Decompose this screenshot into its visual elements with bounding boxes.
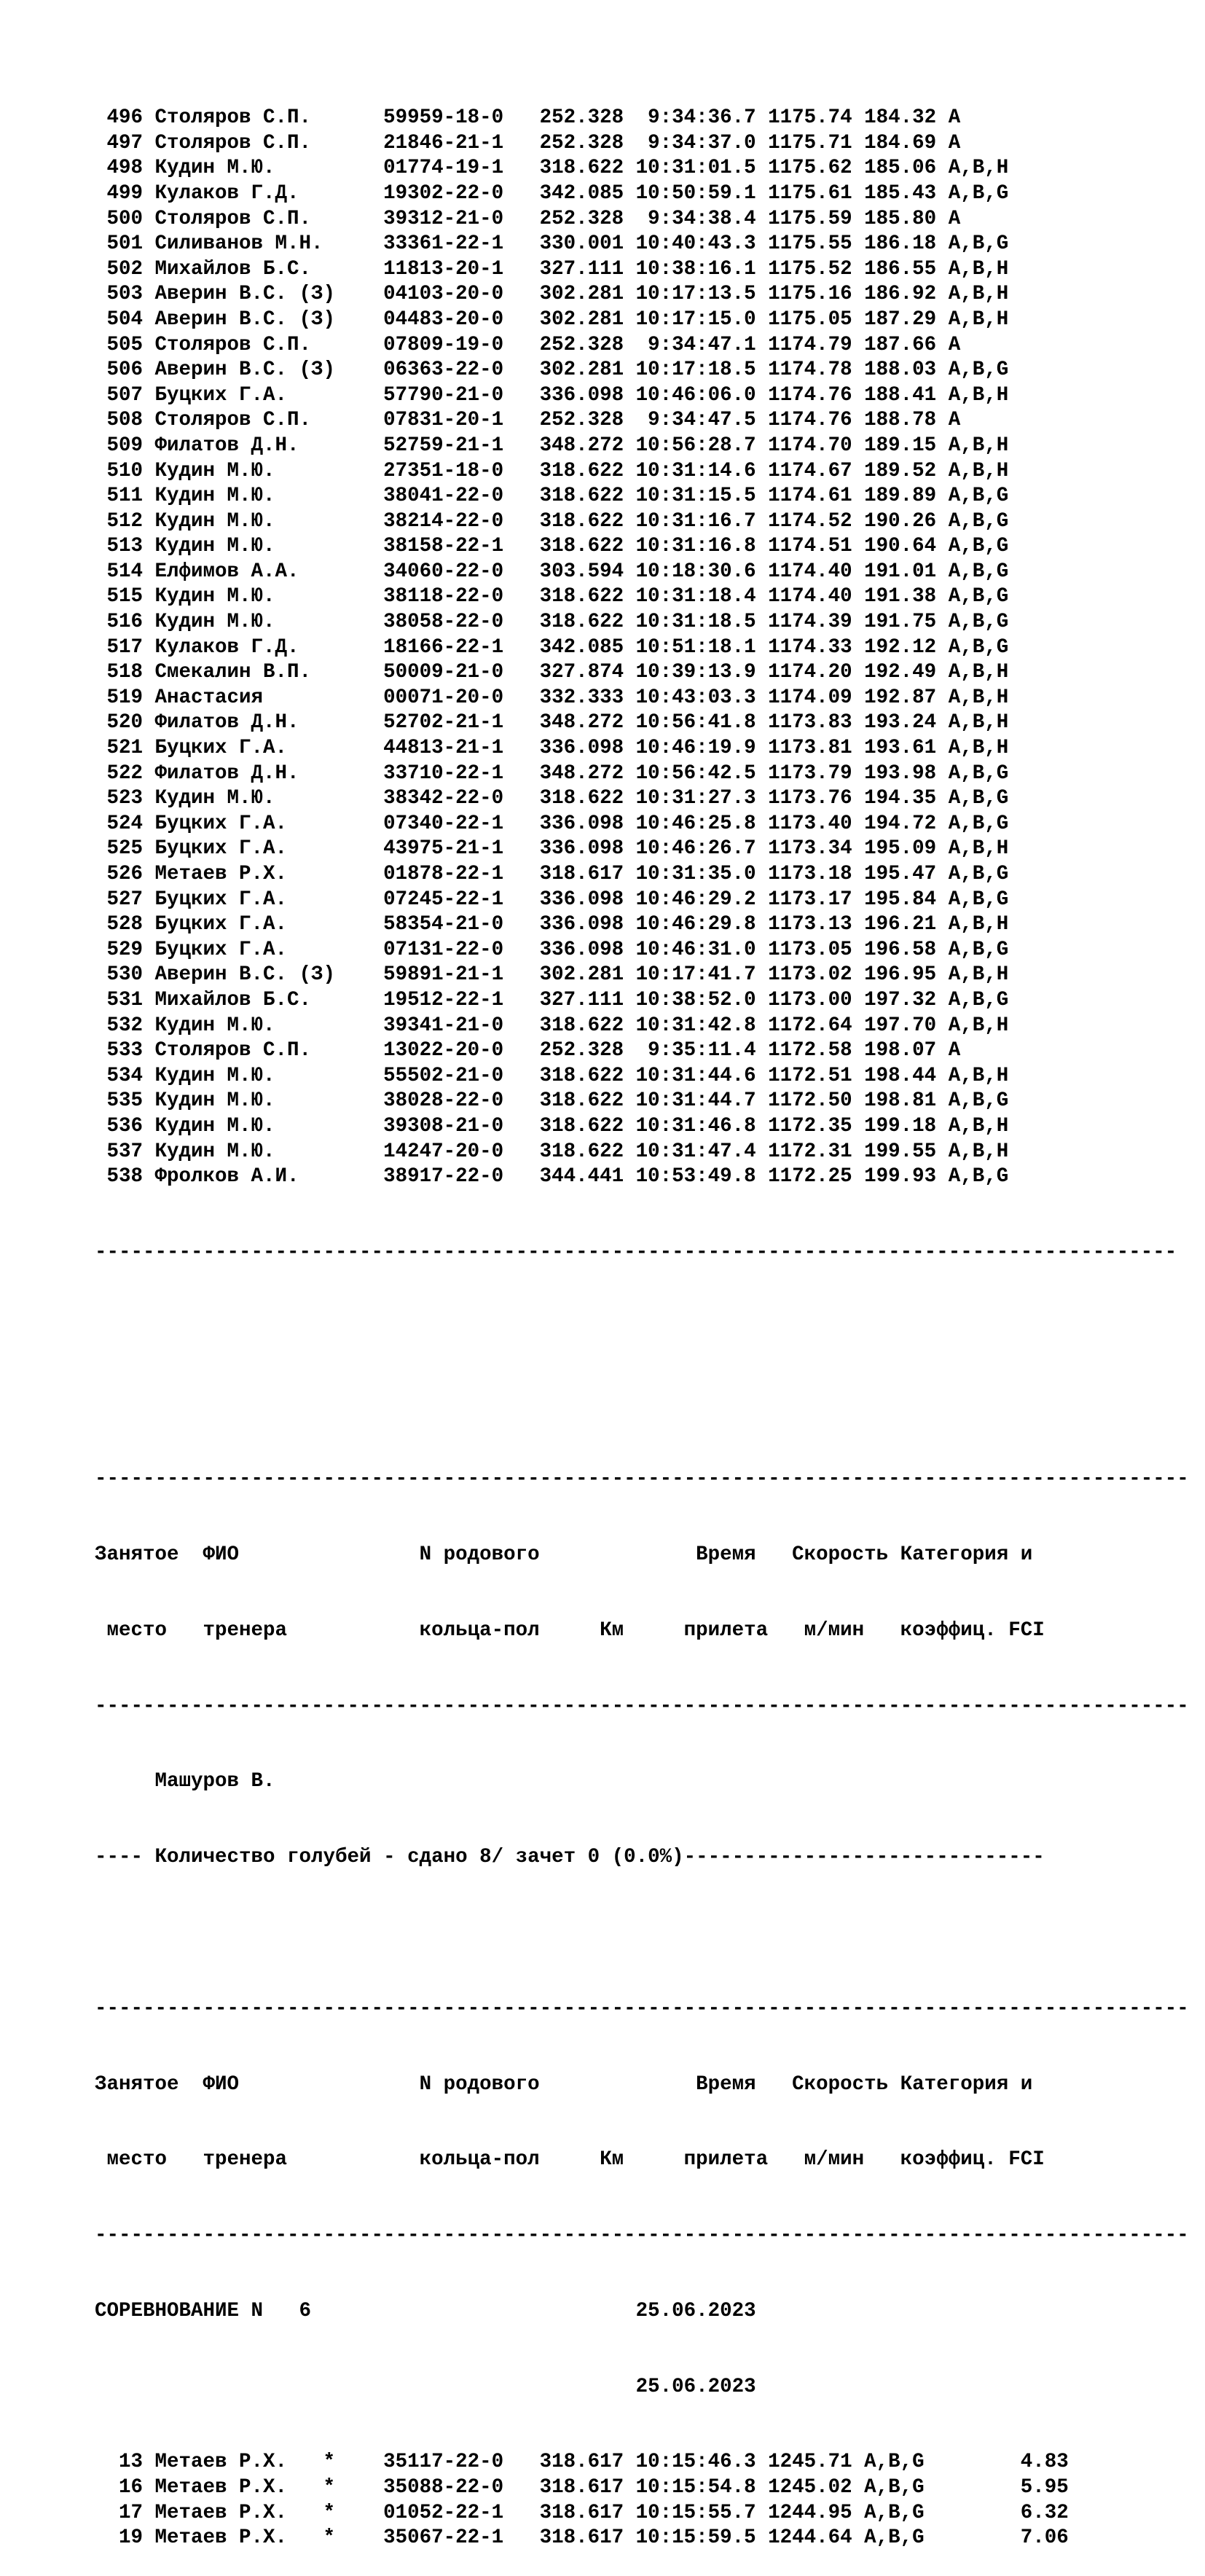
results-table: [95, 106, 1189, 1190]
table-end-rule: ------------------------------------------------------------------------------------------: [95, 1240, 1177, 1264]
table-row: 503 Аверин В.С. (З) 04103-20-0 302.281 10:17:13.5 1175.16 186.92 A,B,H: [95, 283, 1009, 306]
table-row: 496 Столяров С.П. 59959-18-0 252.328 9:34:36.7 1175.74 184.32 A: [95, 106, 961, 130]
table-row: 13 Метаев Р.Х. * 35117-22-0 318.617 10:15:46.3 1245.71 A,B,G 4.83: [95, 2451, 1069, 2474]
table-row: 522 Филатов Д.Н. 33710-22-1 348.272 10:56:42.5 1173.79 193.98 A,B,G: [95, 762, 1009, 785]
blank-line: [95, 1391, 1189, 1417]
table-row: 502 Михайлов Б.С. 11813-20-1 327.111 10:38:16.1 1175.52 186.55 A,B,H: [95, 257, 1009, 281]
table-row: 506 Аверин В.С. (З) 06363-22-0 302.281 10:17:18.5 1174.78 188.03 A,B,G: [95, 359, 1009, 382]
table-row: 19 Метаев Р.Х. * 35067-22-1 318.617 10:15:59.5 1244.64 A,B,G 7.06: [95, 2526, 1069, 2550]
table-row: 499 Кулаков Г.Д. 19302-22-0 342.085 10:50:59.1 1175.61 185.43 A,B,G: [95, 181, 1009, 205]
table-row: 528 Буцких Г.А. 58354-21-0 336.098 10:46:29.8 1173.13 196.21 A,B,H: [95, 913, 1009, 936]
column-header-line-1: Занятое ФИО N родового Время Скорость Категория и: [95, 1543, 1033, 1567]
table-row: 529 Буцких Г.А. 07131-22-0 336.098 10:46:31.0 1173.05 196.58 A,B,G: [95, 938, 1009, 961]
header-rule: -------------------------------------------------------------------------------------------: [95, 1468, 1189, 1491]
table-row: 507 Буцких Г.А. 57790-21-0 336.098 10:46:06.0 1174.76 188.41 A,B,H: [95, 383, 1009, 407]
table-row: 16 Метаев Р.Х. * 35088-22-0 318.617 10:15:54.8 1245.02 A,B,G 5.95: [95, 2476, 1069, 2499]
header-rule: -------------------------------------------------------------------------------------------: [95, 1694, 1189, 1718]
table-row: 505 Столяров С.П. 07809-19-0 252.328 9:34:47.1 1174.79 187.66 A: [95, 333, 961, 356]
competition-date: 25.06.2023: [95, 2375, 756, 2398]
table-row: 509 Филатов Д.Н. 52759-21-1 348.272 10:56:28.7 1174.70 189.15 A,B,H: [95, 434, 1009, 457]
table-row: 531 Михайлов Б.С. 19512-22-1 327.111 10:38:52.0 1173.00 197.32 A,B,G: [95, 988, 1009, 1011]
table-row: 524 Буцких Г.А. 07340-22-1 336.098 10:46:25.8 1173.40 194.72 A,B,G: [95, 812, 1009, 835]
table-row: 511 Кудин М.Ю. 38041-22-0 318.622 10:31:15.5 1174.61 189.89 A,B,G: [95, 485, 1009, 508]
blank-line: [95, 1316, 1189, 1342]
pigeon-count-summary: ---- Количество голубей - сдано 8/ зачет 0 (0.0%)------------------------------: [95, 1846, 1045, 1869]
table-row: 515 Кудин М.Ю. 38118-22-0 318.622 10:31:18.4 1174.40 191.38 A,B,G: [95, 585, 1009, 608]
table-row: 533 Столяров С.П. 13022-20-0 252.328 9:35:11.4 1172.58 198.07 A: [95, 1039, 961, 1062]
table-row: 497 Столяров С.П. 21846-21-1 252.328 9:34:37.0 1175.71 184.69 A: [95, 131, 961, 154]
table-row: 534 Кудин М.Ю. 55502-21-0 318.622 10:31:44.6 1172.51 198.44 A,B,H: [95, 1064, 1009, 1087]
table-row: 530 Аверин В.С. (З) 59891-21-1 302.281 10:17:41.7 1173.02 196.95 A,B,H: [95, 963, 1009, 987]
results-document: [95, 55, 1189, 2576]
table-row: 525 Буцких Г.А. 43975-21-1 336.098 10:46:26.7 1173.34 195.09 A,B,H: [95, 837, 1009, 861]
table-row: 532 Кудин М.Ю. 39341-21-0 318.622 10:31:42.8 1172.64 197.70 A,B,H: [95, 1014, 1009, 1037]
table-row: 520 Филатов Д.Н. 52702-21-1 348.272 10:56:41.8 1173.83 193.24 A,B,H: [95, 711, 1009, 735]
competition-results-table: [95, 2450, 1189, 2550]
table-row: 498 Кудин М.Ю. 01774-19-1 318.622 10:31:01.5 1175.62 185.06 A,B,H: [95, 157, 1009, 180]
table-row: 517 Кулаков Г.Д. 18166-22-1 342.085 10:51:18.1 1174.33 192.12 A,B,G: [95, 635, 1009, 659]
header-rule: -------------------------------------------------------------------------------------------: [95, 1997, 1189, 2020]
header-rule: -------------------------------------------------------------------------------------------: [95, 2224, 1189, 2247]
table-row: 516 Кудин М.Ю. 38058-22-0 318.622 10:31:18.5 1174.39 191.75 A,B,G: [95, 611, 1009, 634]
table-row: 523 Кудин М.Ю. 38342-22-0 318.622 10:31:27.3 1173.76 194.35 A,B,G: [95, 787, 1009, 810]
table-row: 518 Смекалин В.П. 50009-21-0 327.874 10:39:13.9 1174.20 192.49 A,B,H: [95, 661, 1009, 684]
table-row: 536 Кудин М.Ю. 39308-21-0 318.622 10:31:46.8 1172.35 199.18 A,B,H: [95, 1114, 1009, 1138]
table-row: 538 Фролков А.И. 38917-22-0 344.441 10:53:49.8 1172.25 199.93 A,B,G: [95, 1165, 1009, 1189]
trainer-name: Машуров В.: [95, 1770, 275, 1793]
table-row: 513 Кудин М.Ю. 38158-22-1 318.622 10:31:16.8 1174.51 190.64 A,B,G: [95, 535, 1009, 558]
competition-title: СОРЕВНОВАНИЕ N 6 25.06.2023: [95, 2299, 756, 2322]
table-row: 527 Буцких Г.А. 07245-22-1 336.098 10:46:29.2 1173.17 195.84 A,B,G: [95, 888, 1009, 911]
table-row: 512 Кудин М.Ю. 38214-22-0 318.622 10:31:16.7 1174.52 190.26 A,B,G: [95, 509, 1009, 533]
table-row: 526 Метаев Р.Х. 01878-22-1 318.617 10:31:35.0 1173.18 195.47 A,B,G: [95, 863, 1009, 885]
column-header-line-2: место тренера кольца-пол Км прилета м/мин коэффиц. FCI: [95, 1618, 1045, 1642]
table-row: 17 Метаев Р.Х. * 01052-22-1 318.617 10:15:55.7 1244.95 A,B,G 6.32: [95, 2501, 1069, 2524]
table-row: 514 Елфимов А.А. 34060-22-0 303.594 10:18:30.6 1174.40 191.01 A,B,G: [95, 560, 1009, 583]
table-row: 535 Кудин М.Ю. 38028-22-0 318.622 10:31:44.7 1172.50 198.81 A,B,G: [95, 1089, 1009, 1113]
table-row: 508 Столяров С.П. 07831-20-1 252.328 9:34:47.5 1174.76 188.78 A: [95, 409, 961, 432]
column-header-line-2: место тренера кольца-пол Км прилета м/мин коэффиц. FCI: [95, 2148, 1045, 2172]
table-row: 501 Силиванов М.Н. 33361-22-1 330.001 10:40:43.3 1175.55 186.18 A,B,G: [95, 232, 1009, 256]
table-row: 521 Буцких Г.А. 44813-21-1 336.098 10:46:19.9 1173.81 193.61 A,B,H: [95, 737, 1009, 760]
table-row: 537 Кудин М.Ю. 14247-20-0 318.622 10:31:47.4 1172.31 199.55 A,B,H: [95, 1140, 1009, 1163]
blank-line: [95, 1921, 1189, 1946]
column-header-line-1: Занятое ФИО N родового Время Скорость Категория и: [95, 2072, 1033, 2096]
table-row: 500 Столяров С.П. 39312-21-0 252.328 9:34:38.4 1175.59 185.80 A: [95, 207, 961, 230]
table-row: 510 Кудин М.Ю. 27351-18-0 318.622 10:31:14.6 1174.67 189.52 A,B,H: [95, 459, 1009, 482]
table-row: 504 Аверин В.С. (З) 04483-20-0 302.281 10:17:15.0 1175.05 187.29 A,B,H: [95, 308, 1009, 331]
table-row: 519 Анастасия 00071-20-0 332.333 10:43:03.3 1174.09 192.87 A,B,H: [95, 686, 1009, 709]
